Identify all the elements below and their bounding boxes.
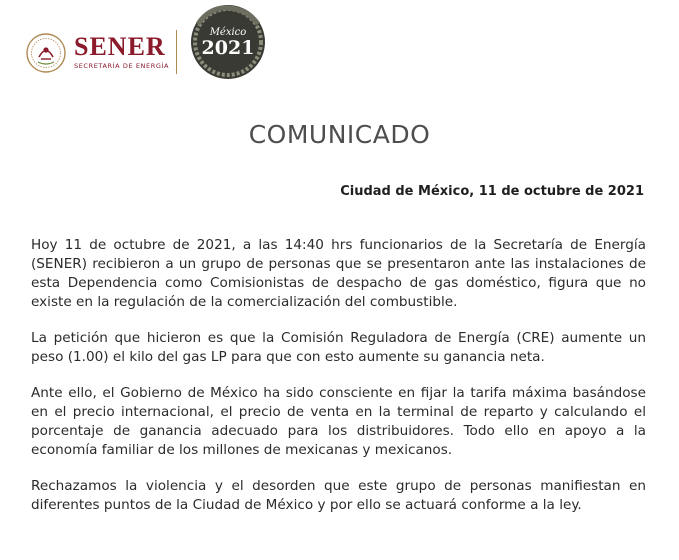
document-body	[31, 236, 646, 532]
header-divider	[176, 30, 177, 74]
letterhead	[0, 0, 679, 92]
mexico-coat-of-arms-icon	[25, 32, 67, 74]
logo-year-text: 2021	[201, 37, 255, 59]
mexico-2021-independence-logo	[188, 2, 268, 82]
paragraph: Ante ello, el Gobierno de México ha sido consciente en fijar la tarifa máxima basándose en el precio internacional, el precio de venta en la terminal de reparto y calculando el porcentaje de ganancia adecuado para los distribuidores. Todo ello en apoyo a la economía familiar de los millones de mexicanas y mexicanos.	[31, 385, 646, 458]
sener-brand	[74, 34, 169, 70]
logo-mexico-text: México	[209, 27, 247, 38]
paragraph: Rechazamos la violencia y el desorden que este grupo de personas manifiestan en diferentes puntos de la Ciudad de México y por ello se actuará conforme a la ley.	[31, 478, 646, 513]
dateline: Ciudad de México, 11 de octubre de 2021	[340, 184, 644, 199]
paragraph: La petición que hicieron es que la Comisión Reguladora de Energía (CRE) aumente un peso (1.00) el kilo del gas LP para que con esto aumente su ganancia neta.	[31, 330, 646, 365]
brand-name: SENER	[74, 32, 166, 61]
brand-subtitle: SECRETARÍA DE ENERGÍA	[74, 62, 170, 70]
paragraph: Hoy 11 de octubre de 2021, a las 14:40 hrs funcionarios de la Secretaría de Energía (SENER) recibieron a un grupo de personas que se presentaron ante las instalaciones de esta Dependencia como Comisionistas de despacho de gas doméstico, figura que no existe en la regulación de la comercialización del combustible.	[31, 237, 646, 310]
page-title: COMUNICADO	[248, 120, 431, 149]
